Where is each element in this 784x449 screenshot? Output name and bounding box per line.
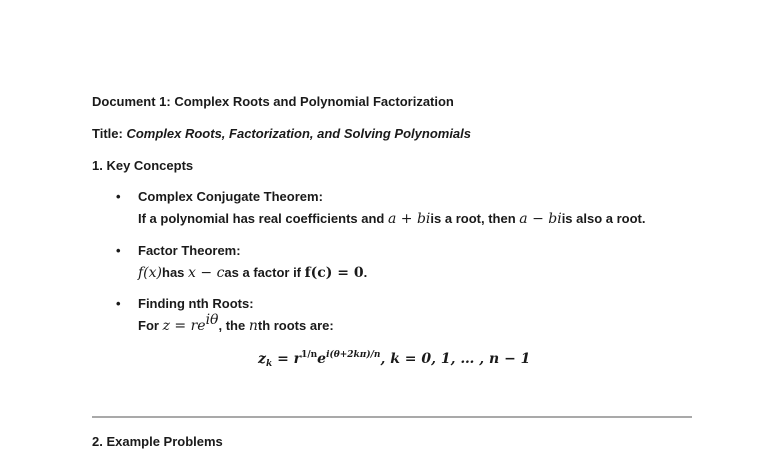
math-expression: f(c) = 0	[304, 265, 364, 281]
math-expression: x − c	[188, 265, 225, 281]
section-heading: 1. Key Concepts	[92, 158, 194, 173]
section-divider	[92, 416, 692, 418]
item-body-complex-conjugate	[138, 211, 646, 227]
math-expression: n	[248, 318, 258, 334]
document-title-line	[92, 126, 471, 142]
text-segment: For	[138, 318, 159, 333]
item-body-factor-theorem	[138, 265, 367, 281]
text-segment: is a root, then	[430, 211, 516, 226]
formula-rest: , k = 0, 1, … , n − 1	[380, 351, 531, 367]
text-segment: as a factor if	[224, 265, 302, 280]
text-segment: .	[363, 265, 368, 280]
title-label: Title:	[92, 126, 123, 141]
formula-equals: = r	[272, 351, 302, 367]
math-superscript: iθ	[205, 312, 219, 328]
math-expression: z = re	[162, 318, 206, 334]
text-segment: is also a root.	[561, 211, 646, 226]
formula-e: e	[317, 351, 327, 367]
formula-r-exponent: 1/n	[301, 350, 318, 360]
bullet-marker: •	[116, 296, 121, 311]
bullet-marker: •	[116, 243, 121, 258]
text-segment: th roots are:	[257, 318, 334, 333]
math-expression: f(x)	[138, 265, 163, 281]
formula-lhs: z	[258, 351, 266, 367]
math-expression: a + bi	[387, 211, 431, 227]
bullet-marker: •	[116, 189, 121, 204]
text-segment: If a polynomial has real coefficients and	[138, 211, 385, 226]
next-section-heading-partial: 2. Example Problems	[92, 434, 223, 449]
item-name-complex-conjugate: Complex Conjugate Theorem:	[138, 189, 323, 204]
item-name-nth-roots: Finding nth Roots:	[138, 296, 254, 311]
math-expression: a − bi	[519, 211, 562, 227]
nth-roots-formula	[258, 350, 530, 368]
formula-e-exponent: i(θ+2kπ)/n	[326, 350, 381, 360]
item-name-factor-theorem: Factor Theorem:	[138, 243, 241, 258]
item-body-nth-roots	[138, 312, 334, 334]
formula-lhs-subscript: k	[265, 359, 273, 369]
text-segment: has	[162, 265, 185, 280]
text-segment: , the	[218, 318, 246, 333]
document-heading: Document 1: Complex Roots and Polynomial Factorization	[92, 94, 454, 109]
title-value: Complex Roots, Factorization, and Solving Polynomials	[126, 126, 471, 141]
